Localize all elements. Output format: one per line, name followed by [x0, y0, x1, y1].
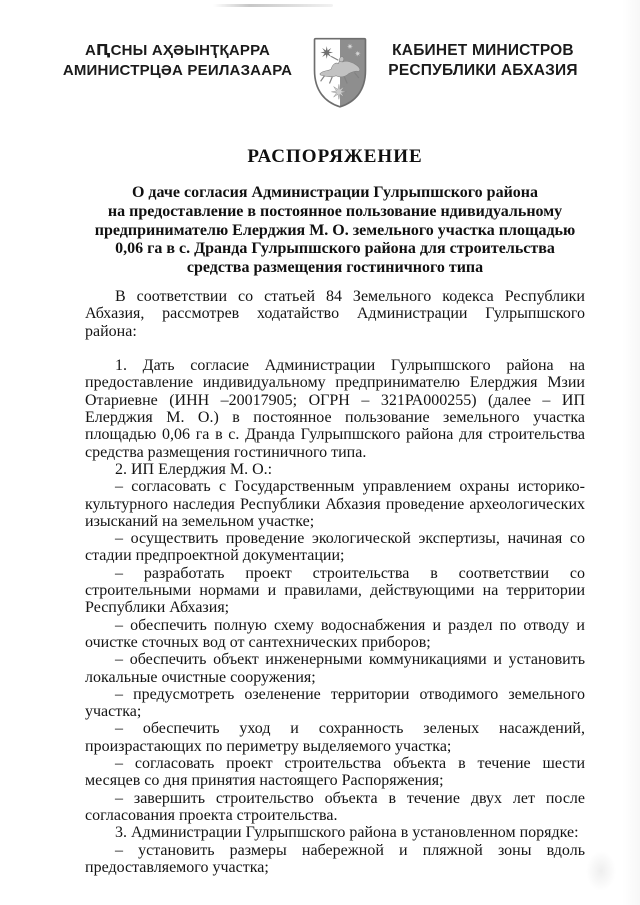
subject-line: О даче согласия Администрации Гулрыпшского района	[131, 184, 539, 201]
subject-line: средства размещения гостиничного типа	[186, 259, 484, 277]
org-name-russian-line1: КАБИНЕТ МИНИСТРОВ	[392, 42, 574, 59]
body-paragraph: – согласовать с Государственным управлением охраны историко-культурного наследия Республики Абхазия проведение археологических изысканий на земельном участке;	[85, 478, 585, 530]
body-paragraph: 1. Дать согласие Администрации Гулрыпшского района на предоставление индивидуальному предпринимателю Елерджия Мзии Отариевне (ИНН –20017905; ОГРН – 321РА000255) (далее – ИП Елерджия М. О.) в постоянное пользование земельного участка площадью 0,06 га в с. Дранда Гулрыпшского района для строительства средства размещения гостиничного типа.	[85, 357, 585, 461]
body-paragraph: В соответствии со статьей 84 Земельного кодекса Республики Абхазия, рассмотрев ходатайство Администрации Гулрыпшского района:	[85, 288, 585, 340]
org-name-abkhaz	[55, 41, 300, 80]
body-paragraph: – обеспечить уход и сохранность зеленых насаждений, произрастающих по периметру выделяемого участка;	[85, 720, 585, 755]
body-paragraph: – установить размеры набережной и пляжной зоны вдоль предоставляемого участка;	[85, 841, 585, 876]
body-paragraph: – осуществить проведение экологической экспертизы, начиная со стадии предпроектной документации;	[85, 530, 585, 565]
org-name-abkhaz-line1: АԤСНЫ АҲӘЫНҬҚАРРА	[84, 42, 271, 59]
subject-line: 0,06 га в с. Дранда Гулрыпшского района для строительства	[115, 240, 555, 258]
scan-artifact-line	[213, 4, 333, 7]
body-paragraph: – согласовать проект строительства объекта в течение шести месяцев со дня принятия настоящего Распоряжения;	[85, 755, 585, 790]
body-paragraph: 3. Администрации Гулрыпшского района в установленном порядке:	[115, 824, 579, 842]
document-body	[85, 288, 585, 876]
abkhazia-coat-of-arms-icon	[311, 37, 369, 109]
body-paragraph: – предусмотреть озеленение территории отводимого земельного участка;	[85, 685, 585, 721]
body-paragraph: – обеспечить полную схему водоснабжения и раздел по отводу и очистке сточных вод от сантехнических приборов;	[85, 616, 585, 651]
org-name-abkhaz-line2: АМИНИСТРЦӘА РЕИЛАЗААРА	[62, 61, 293, 79]
body-paragraph: – разработать проект строительства в соответствии со строительными нормами и правилами, действующими на территории Республики Абхазия;	[85, 564, 585, 617]
body-paragraph: 2. ИП Елерджия М. О.:	[115, 460, 273, 478]
body-paragraph: – завершить строительство объекта в течение двух лет после согласования проекта строительства.	[85, 789, 585, 824]
document-subject	[85, 184, 585, 278]
body-paragraph: – обеспечить объект инженерными коммуникациями и установить локальные очистные сооружения;	[85, 651, 585, 686]
scan-artifact-smudge	[586, 851, 616, 891]
document-title: РАСПОРЯЖЕНИЕ	[247, 146, 423, 167]
subject-line: на предоставление в постоянное пользование ндивидуальному	[107, 202, 563, 220]
scan-edge-shading	[622, 0, 640, 905]
org-name-russian-line2: РЕСПУБЛИКИ АБХАЗИЯ	[388, 61, 578, 79]
subject-line: предпринимателю Елерджия М. О. земельного участка площадью	[94, 221, 576, 239]
org-name-russian	[383, 41, 583, 80]
